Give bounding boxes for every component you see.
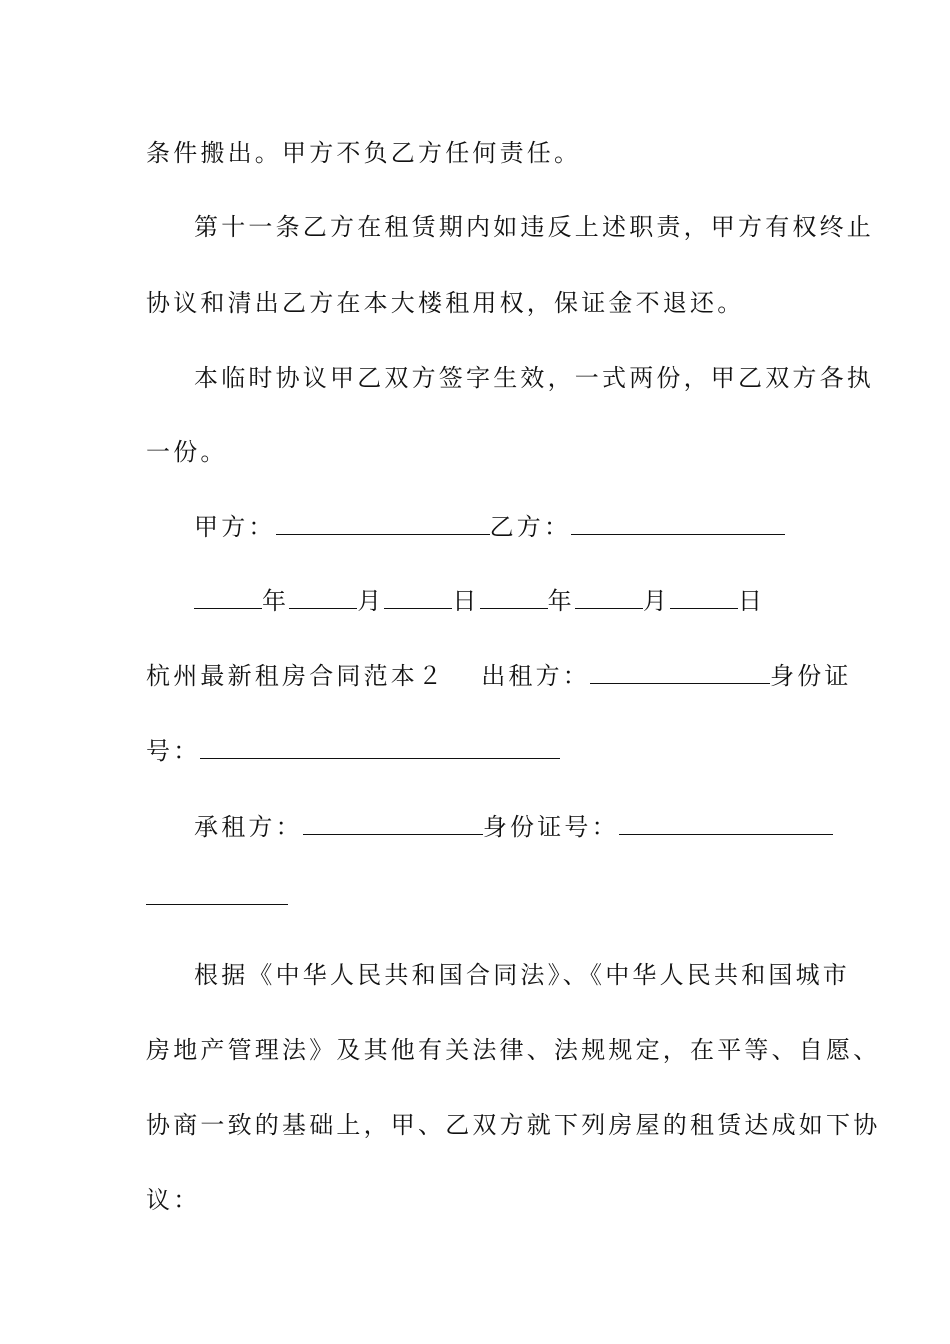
paragraph-line: 根据《中华人民共和国合同法》、《中华人民共和国城市	[194, 961, 850, 989]
date-blank	[289, 586, 357, 609]
day-label: 日	[738, 587, 766, 615]
month-label: 月	[642, 587, 671, 615]
lessee-label: 承租方：	[194, 813, 303, 841]
date-row	[194, 586, 854, 616]
paragraph-line: 本临时协议甲乙双方签字生效，一式两份，甲乙双方各执	[194, 364, 874, 392]
paragraph-line: 协商一致的基础上，甲、乙双方就下列房屋的租赁达成如下协	[146, 1111, 881, 1139]
lessor-blank	[590, 661, 770, 684]
party-b-label: 乙方：	[489, 513, 572, 541]
lessor-id-label-cont: 号：	[146, 737, 201, 765]
paragraph-line: 一份。	[146, 438, 228, 466]
lessor-id-blank	[200, 736, 560, 759]
paragraph-line: 房地产管理法》及其他有关法律、法规规定，在平等、自愿、	[146, 1036, 881, 1064]
party-a-blank	[276, 512, 490, 535]
lessee-id-blank	[619, 812, 833, 835]
lessee-blank	[303, 812, 483, 835]
lessee-row	[194, 812, 854, 842]
lessor-id-label: 身份证	[770, 662, 852, 690]
date-blank	[384, 586, 452, 609]
year-label: 年	[262, 587, 290, 615]
lessee-id-continuation	[146, 882, 806, 912]
date-blank	[575, 586, 643, 609]
lessee-id-label: 身份证号：	[482, 813, 619, 841]
date-blank	[194, 586, 262, 609]
day-label: 日	[452, 587, 480, 615]
paragraph-line: 协议和清出乙方在本大楼租用权，保证金不退还。	[146, 289, 745, 317]
signature-row	[194, 512, 854, 542]
party-b-blank	[571, 512, 785, 535]
lessee-id-blank-cont	[146, 882, 288, 905]
date-blank	[670, 586, 738, 609]
year-label: 年	[547, 587, 575, 615]
contract2-title-row	[146, 661, 852, 691]
party-a-label: 甲方：	[194, 513, 276, 541]
month-label: 月	[357, 587, 385, 615]
contract2-title: 杭州最新租房合同范本２	[146, 662, 446, 690]
paragraph-line: 第十一条乙方在租赁期内如违反上述职责，甲方有权终止	[194, 213, 874, 241]
paragraph-line: 议：	[146, 1186, 201, 1214]
paragraph-line: 条件搬出。甲方不负乙方任何责任。	[146, 139, 582, 167]
lessor-label: 出租方：	[481, 662, 591, 690]
date-blank	[480, 586, 548, 609]
lessor-id-row	[146, 736, 806, 766]
